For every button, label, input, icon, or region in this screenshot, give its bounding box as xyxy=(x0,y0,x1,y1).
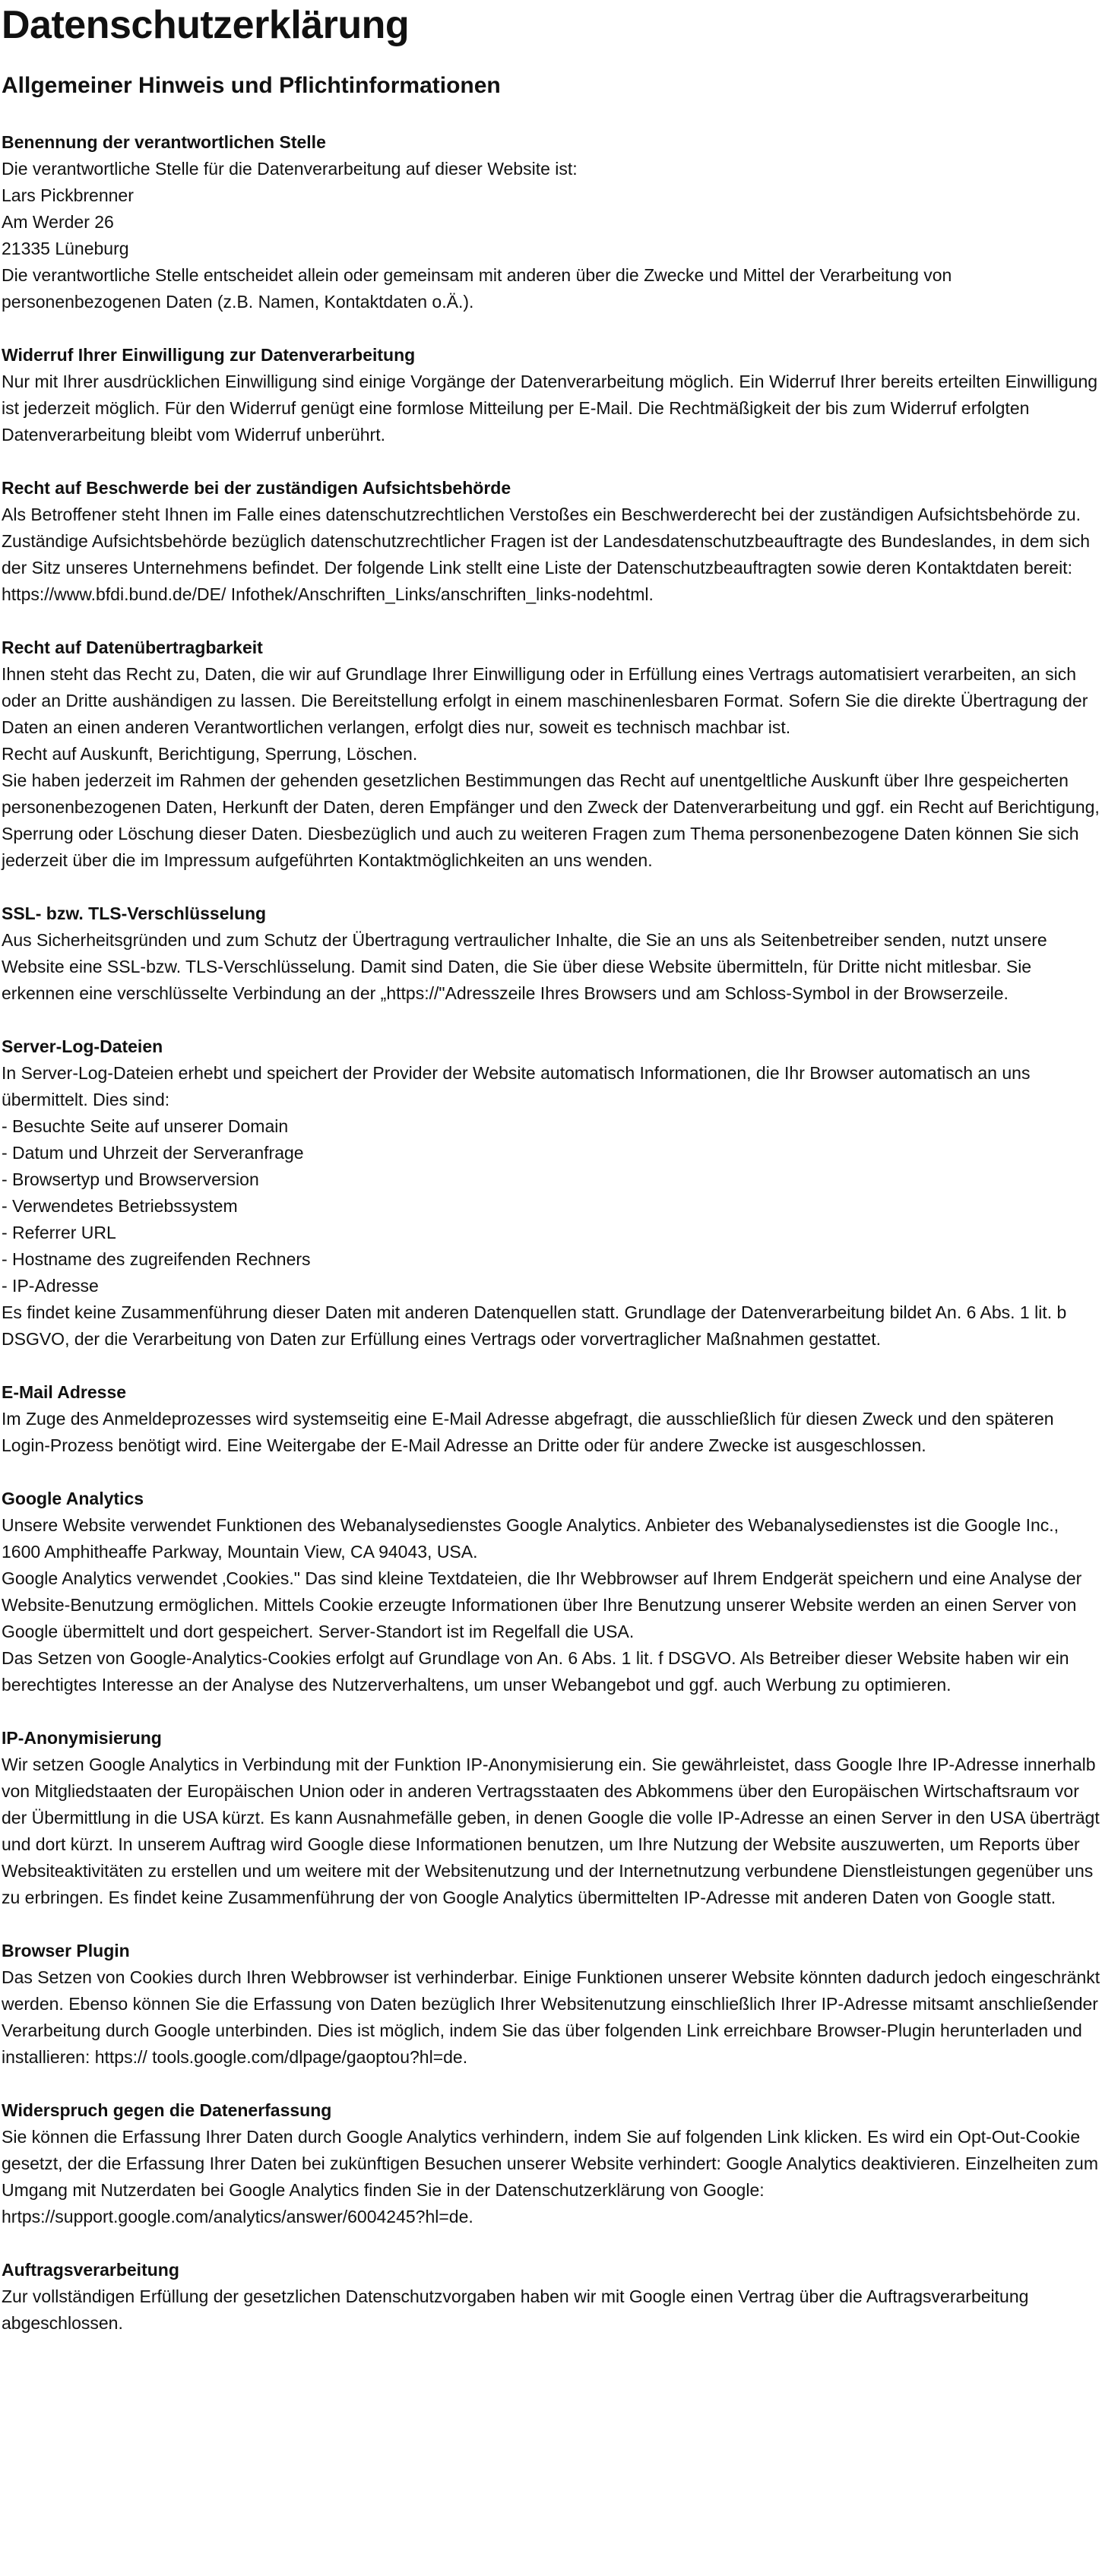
section-heading: Browser Plugin xyxy=(2,1941,130,1960)
section-body: Unsere Website verwendet Funktionen des Webanalysedienstes Google Analytics. Anbieter des Webanalysedienstes ist die Google Inc., 1600 Amphitheaffe Parkway, Mountain View, CA 94043, USA. Google Analytics verwendet ‚Cookies." Das sind kleine Textdateien, die Ihr Webbrowser auf Ihrem Endgerät speichern und eine Analyse der Website-Benutzung ermöglichen. Mittels Cookie erzeugte Informationen über Ihre Benutzung unserer Website werden an einen Server von Google übermittelt und dort gespeichert. Server-Standort ist im Regelfall die USA. Das Setzen von Google-Analytics-Cookies erfolgt auf Grundlage von An. 6 Abs. 1 lit. f DSGVO. Als Betreiber dieser Website haben wir ein berechtigtes Interesse an der Analyse des Nutzerverhaltens, um unser Webangebot und ggf. auch Werbung zu optimieren. xyxy=(2,1515,1082,1695)
section-ip-anonymization xyxy=(2,1725,1102,1911)
section-complaint-right xyxy=(2,475,1102,608)
section-body: Sie können die Erfassung Ihrer Daten durch Google Analytics verhindern, indem Sie auf folgenden Link klicken. Es wird ein Opt-Out-Cookie gesetzt, der die Erfassung Ihrer Daten bei zukünftigen Besuchen unserer Website verhindert: Google Analytics deaktivieren. Einzelheiten zum Umgang mit Nutzerdaten bei Google Analytics finden Sie in der Datenschutzerklärung von Google: hrtps://support.google.com/analytics/answer/6004245?hl=de. xyxy=(2,2127,1098,2226)
section-google-analytics xyxy=(2,1486,1102,1698)
section-responsible-party xyxy=(2,129,1102,315)
section-heading: Auftragsverarbeitung xyxy=(2,2260,179,2280)
section-browser-plugin xyxy=(2,1938,1102,2071)
section-body: Das Setzen von Cookies durch Ihren Webbrowser ist verhinderbar. Einige Funktionen unserer Website könnten dadurch jedoch eingeschränkt werden. Ebenso können Sie die Erfassung von Daten bezüglich Ihrer Websitenutzung einschließlich Ihrer IP-Adresse mitsamt anschließender Verarbeitung durch Google unterbinden. Dies ist möglich, indem Sie das über folgenden Link erreichbare Browser-Plugin herunterladen und installieren: https:// tools.google.com/dlpage/gaoptou?hl=de. xyxy=(2,1967,1100,2067)
page-subtitle: Allgemeiner Hinweis und Pflichtinformationen xyxy=(2,73,501,98)
section-body: Ihnen steht das Recht zu, Daten, die wir auf Grundlage Ihrer Einwilligung oder in Erfüllung eines Vertrags automatisiert verarbeiten, an sich oder an Dritte aushändigen zu lassen. Die Bereitstellung erfolgt in einem maschinenlesbaren Format. Sofern Sie die direkte Übertragung der Daten an einen anderen Verantwortlichen verlangen, erfolgt dies nur, soweit es technisch machbar ist. Recht auf Auskunft, Berichtigung, Sperrung, Löschen. Sie haben jederzeit im Rahmen der gehenden gesetzlichen Bestimmungen das Recht auf unentgeltliche Auskunft über Ihre gespeicherten personenbezogenen Daten, Herkunft der Daten, deren Empfänger und den Zweck der Datenverarbeitung und ggf. ein Recht auf Berichtigung, Sperrung oder Löschung dieser Daten. Diesbezüglich und auch zu weiteren Fragen zum Thema personenbezogene Daten können Sie sich jederzeit über die im Impressum aufgeführten Kontaktmöglichkeiten an uns wenden. xyxy=(2,664,1100,870)
section-body: Nur mit Ihrer ausdrücklichen Einwilligung sind einige Vorgänge der Datenverarbeitung möglich. Ein Widerruf Ihrer bereits erteilten Einwilligung ist jederzeit möglich. Für den Widerruf genügt eine formlose Mitteilung per E-Mail. Die Rechtmäßigkeit der bis zum Widerruf erfolgten Datenverarbeitung bleibt vom Widerruf unberührt. xyxy=(2,372,1098,445)
section-heading: Server-Log-Dateien xyxy=(2,1036,163,1056)
section-body: Zur vollständigen Erfüllung der gesetzlichen Datenschutzvorgaben haben wir mit Google einen Vertrag über die Auftragsverarbeitung abgeschlossen. xyxy=(2,2286,1029,2333)
section-heading: Recht auf Datenübertragbarkeit xyxy=(2,638,263,657)
section-heading: Google Analytics xyxy=(2,1489,144,1508)
section-heading: SSL- bzw. TLS-Verschlüsselung xyxy=(2,903,267,923)
section-objection xyxy=(2,2097,1102,2230)
section-heading: Widerruf Ihrer Einwilligung zur Datenverarbeitung xyxy=(2,345,416,365)
section-heading: E-Mail Adresse xyxy=(2,1382,127,1402)
section-body: Aus Sicherheitsgründen und zum Schutz der Übertragung vertraulicher Inhalte, die Sie an uns als Seitenbetreiber senden, nutzt unsere Website eine SSL-bzw. TLS-Verschlüsselung. Damit sind Daten, die Sie über diese Website übermitteln, für Dritte nicht mitlesbar. Sie erkennen eine verschlüsselte Verbindung an der „https://"Adresszeile Ihres Browsers und am Schloss-Symbol in der Browserzeile. xyxy=(2,930,1047,1003)
section-heading: Widerspruch gegen die Datenerfassung xyxy=(2,2100,332,2120)
section-consent-withdrawal xyxy=(2,342,1102,448)
section-heading: Recht auf Beschwerde bei der zuständigen Aufsichtsbehörde xyxy=(2,478,511,498)
section-body: Wir setzen Google Analytics in Verbindung mit der Funktion IP-Anonymisierung ein. Sie gewährleistet, dass Google Ihre IP-Adresse innerhalb von Mitgliedstaaten der Europäischen Union oder in anderen Vertragsstaaten des Abkommens über den Europäischen Wirtschaftsraum vor der Übermittlung in die USA kürzt. Es kann Ausnahmefälle geben, in denen Google die volle IP-Adresse an einen Server in den USA überträgt und dort kürzt. In unserem Auftrag wird Google diese Informationen benutzen, um Ihre Nutzung der Website auszuwerten, um Reports über Websiteaktivitäten zu erstellen und um weitere mit der Websitenutzung und der Internetnutzung verbundene Dienstleistungen gegenüber uns zu erbringen. Es findet keine Zusammenführung der von Google Analytics übermittelten IP-Adresse mit anderen Daten von Google statt. xyxy=(2,1755,1100,1907)
section-server-log-files xyxy=(2,1033,1102,1353)
section-body: Die verantwortliche Stelle für die Datenverarbeitung auf dieser Website ist: Lars Pickbrenner Am Werder 26 21335 Lüneburg Die verantwortliche Stelle entscheidet allein oder gemeinsam mit anderen über die Zwecke und Mittel der Verarbeitung von personenbezogenen Daten (z.B. Namen, Kontaktdaten o.Ä.). xyxy=(2,159,952,312)
section-email-address xyxy=(2,1379,1102,1459)
page-title: Datenschutzerklärung xyxy=(2,3,410,47)
section-body: In Server-Log-Dateien erhebt und speichert der Provider der Website automatisch Informationen, die Ihr Browser automatisch an uns übermittelt. Dies sind: - Besuchte Seite auf unserer Domain - Datum und Uhrzeit der Serveranfrage - Browsertyp und Browserversion - Verwendetes Betriebssystem - Referrer URL - Hostname des zugreifenden Rechners - IP-Adresse Es findet keine Zusammenführung dieser Daten mit anderen Datenquellen statt. Grundlage der Datenverarbeitung bildet An. 6 Abs. 1 lit. b DSGVO, der die Verarbeitung von Daten zur Erfüllung eines Vertrags oder vorvertraglicher Maßnahmen gestattet. xyxy=(2,1063,1067,1349)
section-body: Im Zuge des Anmeldeprozesses wird systemseitig eine E-Mail Adresse abgefragt, die ausschließlich für diesen Zweck und den späteren Login-Prozess benötigt wird. Eine Weitergabe der E-Mail Adresse an Dritte oder für andere Zwecke ist ausgeschlossen. xyxy=(2,1409,1054,1455)
section-heading: IP-Anonymisierung xyxy=(2,1728,162,1748)
section-ssl-tls xyxy=(2,900,1102,1007)
section-data-portability xyxy=(2,635,1102,874)
section-heading: Benennung der verantwortlichen Stelle xyxy=(2,132,326,152)
section-body: Als Betroffener steht Ihnen im Falle eines datenschutzrechtlichen Verstoßes ein Beschwerderecht bei der zuständigen Aufsichtsbehörde zu. Zuständige Aufsichtsbehörde bezüglich datenschutzrechtlicher Fragen ist der Landesdatenschutzbeauftragte des Bundeslandes, in dem sich der Sitz unseres Unternehmens befindet. Der folgende Link stellt eine Liste der Datenschutzbeauftragten sowie deren Kontaktdaten bereit: https://www.bfdi.bund.de/DE/ Infothek/Anschriften_Links/anschriften_links-nodehtml. xyxy=(2,505,1091,604)
section-order-processing xyxy=(2,2257,1102,2337)
